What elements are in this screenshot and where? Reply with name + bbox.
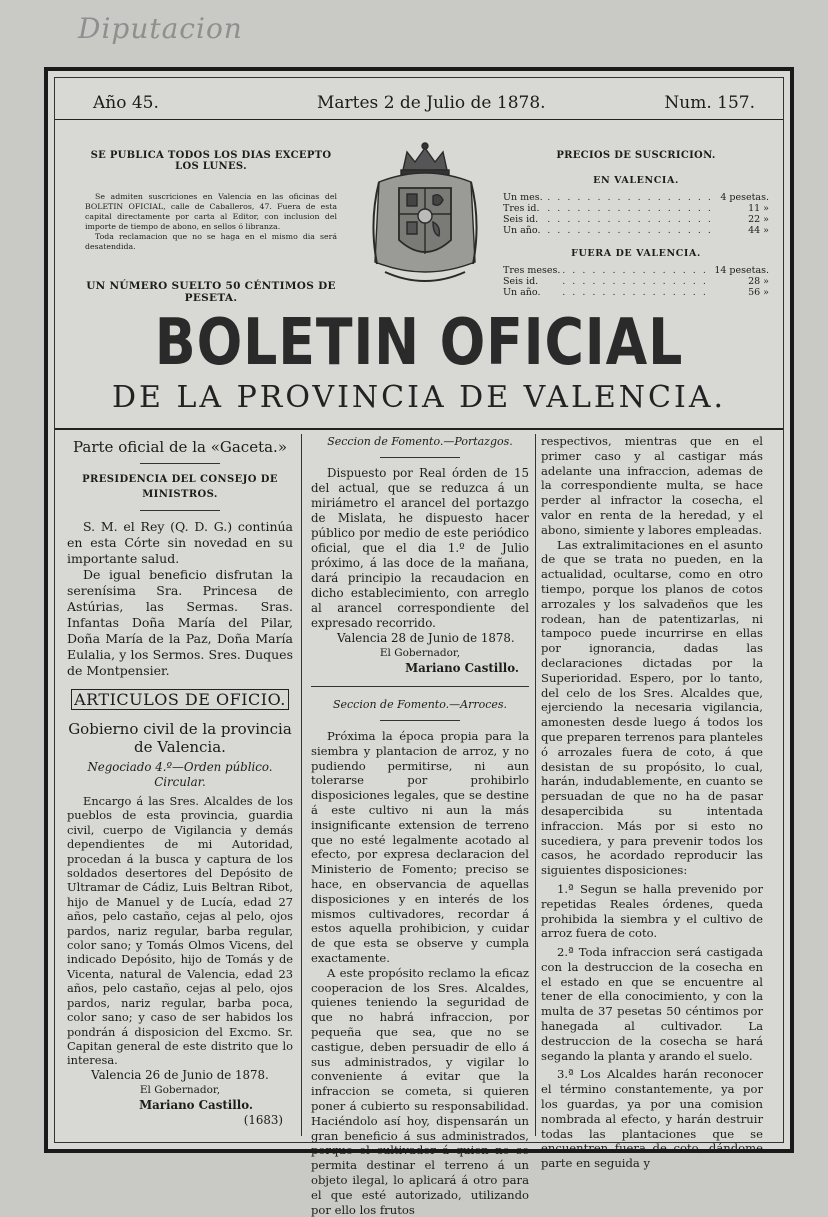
dateline-col1: Valencia 26 de Junio de 1878. bbox=[91, 1067, 269, 1082]
portazgos-heading: Seccion de Fomento.—Portazgos. bbox=[327, 435, 513, 448]
handwritten-note: Diputacion bbox=[78, 12, 243, 45]
reference-number: (1683) bbox=[243, 1112, 283, 1127]
price-row bbox=[503, 192, 769, 203]
king-health-paragraph: S. M. el Rey (Q. D. G.) continúa en esta Córte sin novedad en su importante salud. bbox=[67, 519, 293, 566]
divider bbox=[380, 457, 460, 458]
governor-title: El Gobernador, bbox=[139, 1083, 221, 1096]
single-issue-price: UN NÚMERO SUELTO 50 CÉNTIMOS DE PESETA. bbox=[86, 280, 336, 304]
issue-number: Num. 157. bbox=[664, 93, 755, 113]
price-row bbox=[503, 203, 769, 214]
continuation-paragraph: respectivos, mientras que en el primer caso y al castigar más adelante una infraccion, ademas de la correspondiente multa, se hace perder al infractor la cosecha, el valor en renta de la heredad, y el abono, simiente y labores empleadas. bbox=[541, 434, 763, 537]
governor-signature: Mariano Castillo. bbox=[405, 661, 519, 675]
price-amount: 56 » bbox=[748, 287, 769, 298]
leader-dots: . . . . . . . . . . . . . . . . . bbox=[547, 203, 713, 214]
divider bbox=[140, 463, 220, 464]
column-divider bbox=[535, 434, 536, 1136]
prices-heading: PRECIOS DE SUSCRICION. bbox=[556, 150, 716, 161]
presidencia-heading: PRESIDENCIA DEL CONSEJO DE MINISTROS. bbox=[82, 474, 278, 500]
price-row bbox=[503, 276, 769, 287]
leader-dots: . . . . . . . . . . . . . . . . . bbox=[547, 225, 713, 236]
negociado-label: Negociado 4.º—Orden público. bbox=[87, 760, 273, 774]
column-3 bbox=[541, 434, 763, 1171]
arroces-heading: Seccion de Fomento.—Arroces. bbox=[332, 698, 508, 711]
price-label: Tres meses. bbox=[503, 265, 561, 276]
price-amount: 14 pesetas. bbox=[714, 265, 769, 276]
rule-3-paragraph: 3.ª Los Alcaldes harán reconocer el término constantemente, ya por los guardas, ya por una comision nombrada al efecto, y harán destruir todas las plantaciones que se encuentren fuera de coto, dándome parte en seguida y bbox=[541, 1067, 763, 1171]
publication-schedule bbox=[85, 150, 337, 304]
circular-label: Circular. bbox=[154, 775, 206, 789]
price-amount: 44 » bbox=[748, 225, 769, 236]
leader-dots: . . . . . . . . . . . . . . . . . bbox=[547, 214, 713, 225]
column-divider bbox=[301, 434, 302, 1136]
price-label: Un año. bbox=[503, 225, 541, 236]
divider bbox=[140, 510, 220, 511]
royal-family-paragraph: De igual beneficio disfrutan la serenísima Sra. Princesa de Astúrias, las Sermas. Sras. Infantas Doña María del Pilar, Doña María de la Paz, Doña María Eulalia, y los Sermos. Sres. Duques de Montpensier. bbox=[67, 567, 293, 678]
column-1 bbox=[67, 434, 293, 1128]
price-label: Tres id. bbox=[503, 203, 540, 214]
price-amount: 11 » bbox=[748, 203, 769, 214]
dateline bbox=[55, 93, 783, 120]
year-label: Año 45. bbox=[93, 93, 159, 113]
out-valencia-heading: FUERA DE VALENCIA. bbox=[571, 248, 701, 259]
arroces-paragraph: Próxima la época propia para la siembra y plantacion de arroz, y no pudiendo permitirse, ni aun tolerarse por prohibirlo disposiciones legales, que se destine á este cultivo ni aun la más insignificante extension de terreno que no esté legalmente acotado al efecto, por expresa declaracion del Ministerio de Fomento; preciso se hace, en observancia de aquellas disposiciones y en interés de los mismos cultivadores, recordar á estos aquella prohibicion, y cuidar de que esta se observe y cumpla exactamente. bbox=[311, 729, 529, 965]
price-row bbox=[503, 287, 769, 298]
price-label: Un año. bbox=[503, 287, 541, 298]
claims-text: Toda reclamacion que no se haga en el mismo dia será desatendida. bbox=[85, 232, 337, 251]
price-row bbox=[503, 214, 769, 225]
gobierno-heading: Gobierno civil de la provincia de Valencia. bbox=[68, 720, 292, 756]
schedule-heading: SE PUBLICA TODOS LOS DIAS EXCEPTO LOS LUNES. bbox=[90, 150, 332, 172]
deserters-paragraph: Encargo á las Sres. Alcaldes de los pueblos de esta provincia, guardia civil, cuerpo de Vigilancia y demás dependientes de mi Autoridad, procedan á la busca y captura de los soldados desertores del Depósito de Ultramar de Cádiz, Luis Beltran Ribot, hijo de Manuel y de Lucía, edad 27 años, pelo castaño, cejas al pelo, ojos pardos, nariz regular, barba regular, color sano; y Tomás Olmos Vicens, del indicado Depósito, hijo de Tomás y de Vicenta, natural de Valencia, edad 23 años, pelo castaño, cejas al pelo, ojos pardos, nariz regular, barba poca, color sano; y caso de ser habidos los pondrán á disposicion del Excmo. Sr. Capitan general de este distrito que lo interesa. bbox=[67, 794, 293, 1068]
governor-signature: Mariano Castillo. bbox=[139, 1097, 253, 1112]
price-amount: 4 pesetas. bbox=[720, 192, 769, 203]
leader-dots: . . . . . . . . . . . . . . . bbox=[562, 276, 708, 287]
governor-title: El Gobernador, bbox=[379, 647, 461, 659]
divider bbox=[311, 686, 529, 687]
price-row bbox=[503, 225, 769, 236]
out-valencia-table bbox=[503, 265, 769, 298]
masthead-title: BOLETIN OFICIAL bbox=[154, 306, 684, 380]
in-valencia-table bbox=[503, 192, 769, 236]
alcaldes-paragraph: A este propósito reclamo la eficaz cooperacion de los Sres. Alcaldes, quienes teniendo la seguridad de que no habrá infraccion, por pequeña que sea, que no se castigue, deben persuadir de ello á sus administrados, y vigilar lo conveniente á evitar que la infraccion se cometa, si quieren poner á cubierto su responsabilidad. Haciéndolo así hoy, dispensarán un gran beneficio á sus administrados, porque el cultivador á quien no se permita destinar el terreno á un objeto ilegal, lo aplicará á otro para el que esté autorizado, utilizando por ello los frutos bbox=[311, 965, 529, 1217]
dateline-col2: Valencia 28 de Junio de 1878. bbox=[337, 631, 515, 645]
price-label: Seis id. bbox=[503, 214, 539, 225]
price-row bbox=[503, 265, 769, 276]
rule-2-paragraph: 2.ª Toda infraccion será castigada con la destruccion de la cosecha en el estado en que se encuentre al tener de ella conocimiento, y con la multa de 37 pesetas 50 céntimos por hanegada al cultivador. La destruccion de la cosecha se hará segando la planta y arando el suelo. bbox=[541, 945, 763, 1063]
price-label: Un mes. bbox=[503, 192, 543, 203]
newspaper-page bbox=[44, 67, 794, 1217]
portazgo-paragraph: Dispuesto por Real órden de 15 del actual, que se reduzca á un miriámetro el arancel del portazgo de Mislata, he dispuesto hacer público por medio de este periódico oficial, que el dia 1.º de Julio próximo, á las doce de la mañana, dará principio la recaudacion en dicho establecimiento, con arreglo al arancel correspondiente del expresado recorrido. bbox=[311, 466, 529, 630]
extralimitaciones-paragraph: Las extralimitaciones en el asunto de que se trata no pueden, en la actualidad, ocultarse, como en otro tiempo, porque los planos de cotos arrozales y los salvadeños que les rodean, han de patentizarlas, ni tampoco puede incurrirse en ellas por ignorancia, dadas las declaraciones dictadas por la Superioridad. Espero, por lo tanto, del celo de los Sres. Alcaldes que, ejerciendo la necesaria vigilancia, amonesten desde luego á todos los que preparen terrenos para planteles ó arrozales fuera de coto, á que desistan de su propósito, lo cual, harán, indudablemente, en cuanto se persuadan de que no ha de pasar desapercibida su intentada infraccion. Más por si esto no sucediera, y para prevenir todos los casos, he acordado reproducir las siguientes disposiciones: bbox=[541, 537, 763, 878]
price-amount: 22 » bbox=[748, 214, 769, 225]
masthead-subtitle: DE LA PROVINCIA DE VALENCIA. bbox=[111, 380, 727, 415]
leader-dots: . . . . . . . . . . . . . . . . . bbox=[547, 192, 713, 203]
issue-date: Martes 2 de Julio de 1878. bbox=[317, 93, 546, 113]
price-label: Seis id. bbox=[503, 276, 539, 287]
divider bbox=[380, 720, 460, 721]
articulos-heading: ARTICULOS DE OFICIO. bbox=[71, 689, 289, 710]
price-amount: 28 » bbox=[748, 276, 769, 287]
leader-dots: . . . . . . . . . . . . . . . bbox=[562, 265, 708, 276]
masthead-rule bbox=[55, 428, 783, 430]
schedule-text: Se admiten suscriciones en Valencia en las oficinas del BOLETIN OFICIAL, calle de Caballeros, 47. Fuera de esta capital directamente por carta al Editor, con inclusion del importe de tiempo de abono, en sellos ó libranza. bbox=[85, 192, 337, 231]
column-2 bbox=[311, 434, 529, 1217]
page-frame bbox=[54, 77, 784, 1217]
leader-dots: . . . . . . . . . . . . . . . bbox=[562, 287, 708, 298]
gaceta-heading: Parte oficial de la «Gaceta.» bbox=[73, 438, 287, 456]
rule-1-paragraph: 1.ª Segun se halla prevenido por repetidas Reales órdenes, queda prohibida la siembra y el cultivo de arroz fuera de coto. bbox=[541, 881, 763, 941]
in-valencia-heading: EN VALENCIA. bbox=[593, 175, 679, 186]
royal-coat-of-arms-icon bbox=[355, 142, 495, 298]
subscription-prices bbox=[503, 150, 769, 298]
